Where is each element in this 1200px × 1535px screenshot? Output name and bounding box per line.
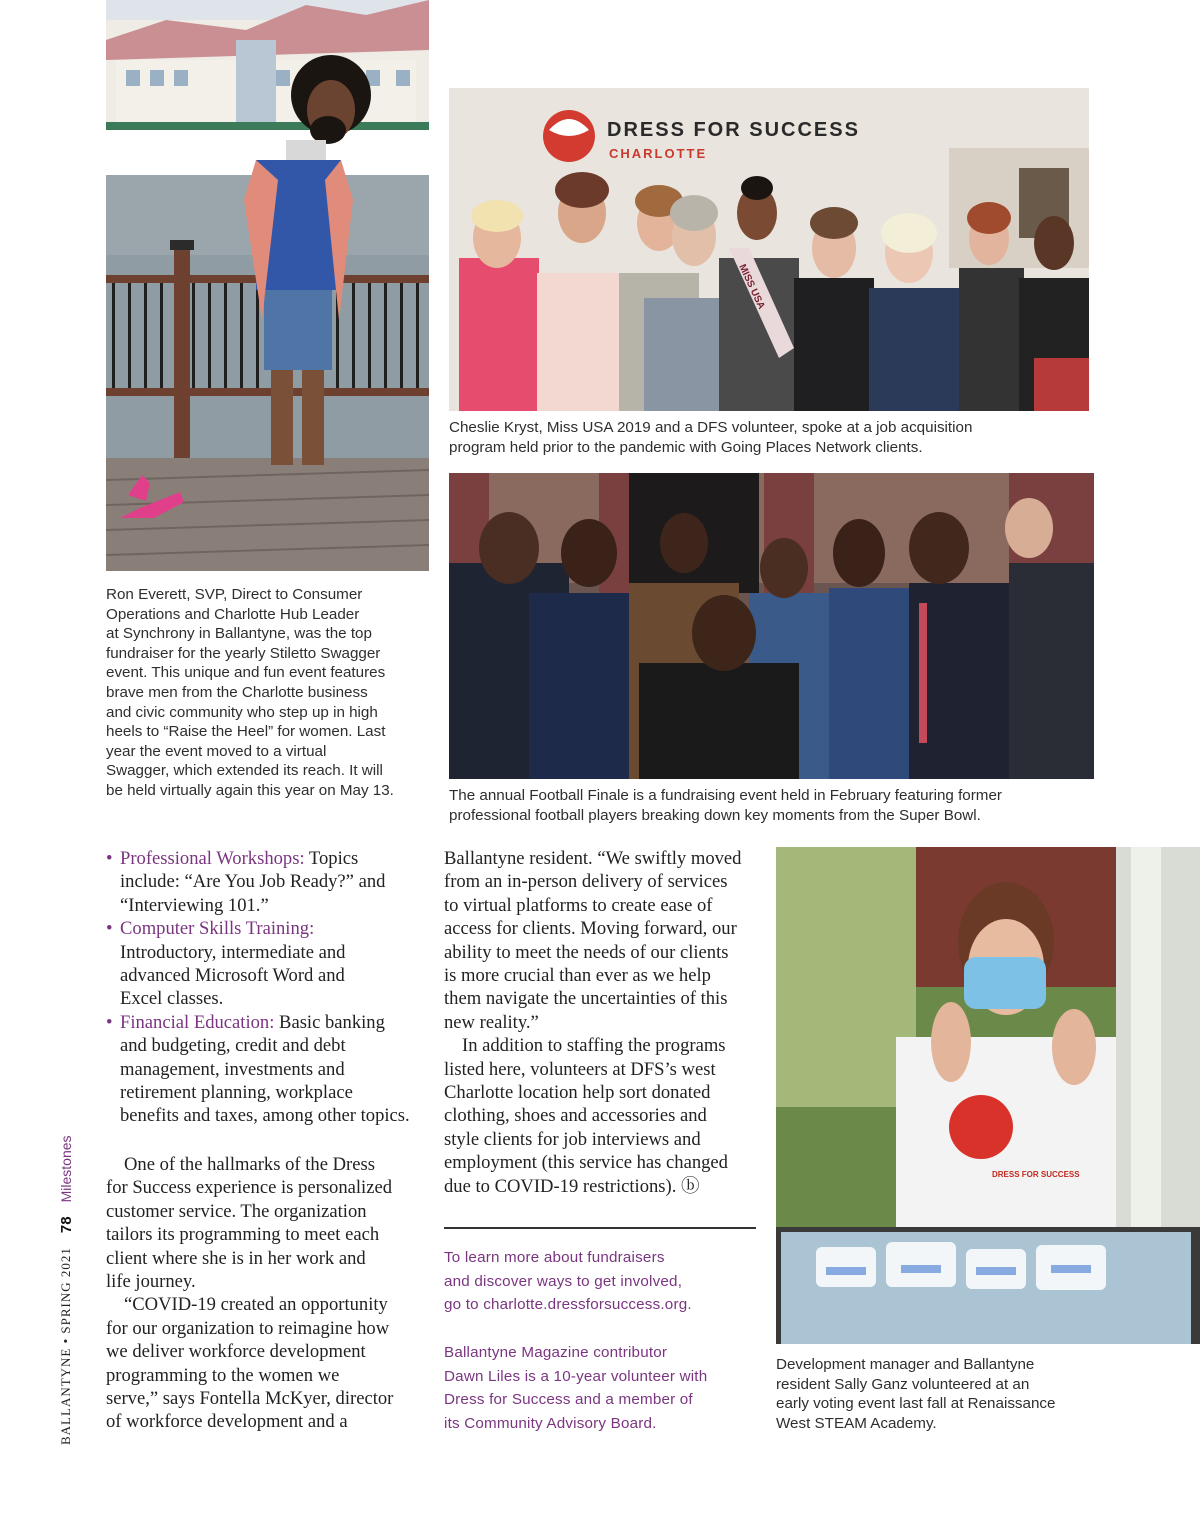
contributor-note xyxy=(444,1341,744,1435)
body-line: programming to the women we xyxy=(106,1364,340,1386)
body-line: serve,” says Fontella McKyer, director xyxy=(106,1388,394,1410)
body-line: customer service. The organization xyxy=(106,1200,367,1222)
caption-football-finale xyxy=(449,786,1099,825)
section-name: Milestones xyxy=(58,1135,74,1203)
body-line: employment (this service has changed xyxy=(444,1152,728,1174)
body-line: life journey. xyxy=(106,1271,196,1293)
caption-line: at Synchrony in Ballantyne, was the top xyxy=(106,625,372,643)
list-item-text: and budgeting, credit and debt xyxy=(120,1035,346,1057)
body-line: for our organization to reimagine how xyxy=(106,1317,390,1339)
photo-dfs-group xyxy=(449,88,1089,411)
list-item-text: management, investments and xyxy=(120,1058,345,1080)
list-item-text: include: “Are You Job Ready?” and xyxy=(120,871,386,893)
body-line: Ballantyne resident. “We swiftly moved xyxy=(444,848,742,869)
caption-line: early voting event last fall at Renaissance xyxy=(776,1395,1056,1413)
bullet-icon: • xyxy=(106,848,113,869)
body-line: new reality.” xyxy=(444,1011,539,1033)
caption-line: West STEAM Academy. xyxy=(776,1414,937,1432)
body-line: Charlotte location help sort donated xyxy=(444,1082,711,1104)
body-line: clothing, shoes and accessories and xyxy=(444,1105,707,1127)
promo-line: its Community Advisory Board. xyxy=(444,1414,657,1432)
list-item-text: Topics xyxy=(304,848,359,869)
caption-line: event. This unique and fun event features xyxy=(106,664,386,682)
page-folio xyxy=(54,1125,78,1445)
body-line: them navigate the uncertainties of this xyxy=(444,988,728,1010)
list-item-label: Professional Workshops: xyxy=(120,848,305,869)
body-line: In addition to staffing the programs xyxy=(462,1035,726,1057)
promo-line: Dawn Liles is a 10-year volunteer with xyxy=(444,1367,708,1385)
bullet-icon: • xyxy=(106,1011,113,1033)
miss-usa-sash: MISS USA xyxy=(736,262,767,312)
divider-rule xyxy=(444,1227,756,1229)
caption-line: Cheslie Kryst, Miss USA 2019 and a DFS volunteer, spoke at a job acquisition xyxy=(449,419,973,436)
caption-line: Swagger, which extended its reach. It will xyxy=(106,762,383,780)
bullet-icon: • xyxy=(106,918,113,940)
promo-line: Ballantyne Magazine contributor xyxy=(444,1344,668,1361)
program-list xyxy=(106,847,424,1128)
body-line: for Success experience is personalized xyxy=(106,1177,393,1199)
body-line: One of the hallmarks of the Dress xyxy=(124,1154,375,1175)
magazine-issue: BALLANTYNE • SPRING 2021 xyxy=(58,1247,73,1445)
caption-line: brave men from the Charlotte business xyxy=(106,683,368,701)
body-line: due to COVID-19 restrictions). ⓑ xyxy=(444,1175,700,1197)
caption-line: program held prior to the pandemic with Going Places Network clients. xyxy=(449,438,923,456)
caption-line: year the event moved to a virtual xyxy=(106,742,327,760)
body-line: ability to meet the needs of our clients xyxy=(444,941,729,963)
photo-ron-everett xyxy=(106,0,429,571)
list-item-text: advanced Microsoft Word and xyxy=(120,965,345,987)
list-item-label: Computer Skills Training: xyxy=(120,918,315,940)
body-line: listed here, volunteers at DFS’s west xyxy=(444,1058,716,1080)
caption-line: heels to “Raise the Heel” for women. Last xyxy=(106,723,386,741)
list-item xyxy=(106,1011,424,1128)
list-item-text: retirement planning, workplace xyxy=(120,1082,353,1104)
body-line: is more crucial than ever as we help xyxy=(444,965,711,987)
promo-link-line[interactable]: go to charlotte.dressforsuccess.org. xyxy=(444,1296,692,1314)
caption-line: Ron Everett, SVP, Direct to Consumer xyxy=(106,586,363,603)
shirt-logo-text: DRESS FOR SUCCESS xyxy=(992,1170,1080,1179)
list-item-label: Financial Education: xyxy=(120,1011,275,1033)
body-line: we deliver workforce development xyxy=(106,1341,366,1363)
body-line: client where she is in her work and xyxy=(106,1247,366,1269)
body-line: “COVID-19 created an opportunity xyxy=(124,1294,388,1316)
caption-line: and civic community who step up in high xyxy=(106,703,378,721)
list-item-text: “Interviewing 101.” xyxy=(120,894,269,916)
promo-line: and discover ways to get involved, xyxy=(444,1272,683,1290)
list-item-text: Basic banking xyxy=(274,1011,385,1033)
body-line: of workforce development and a xyxy=(106,1411,348,1433)
caption-ron-everett xyxy=(106,585,436,801)
list-item-text: benefits and taxes, among other topics. xyxy=(120,1105,410,1127)
caption-dfs-group xyxy=(449,418,1089,457)
body-line: from an in-person delivery of services xyxy=(444,871,728,893)
list-item xyxy=(106,847,424,917)
caption-line: Operations and Charlotte Hub Leader xyxy=(106,605,360,623)
body-line: access for clients. Moving forward, our xyxy=(444,918,737,940)
caption-line: Development manager and Ballantyne xyxy=(776,1356,1035,1373)
caption-line: be held virtually again this year on May 13. xyxy=(106,781,394,799)
promo-line: To learn more about fundraisers xyxy=(444,1249,665,1266)
body-line: style clients for job interviews and xyxy=(444,1128,701,1150)
caption-line: resident Sally Ganz volunteered at an xyxy=(776,1375,1030,1393)
list-item-text: Excel classes. xyxy=(120,988,224,1010)
caption-sally-ganz xyxy=(776,1355,1196,1433)
caption-line: professional football players breaking down key moments from the Super Bowl. xyxy=(449,806,981,824)
body-line: tailors its programming to meet each xyxy=(106,1224,380,1246)
caption-line: fundraiser for the yearly Stiletto Swagger xyxy=(106,644,381,662)
body-line: to virtual platforms to create ease of xyxy=(444,894,713,916)
learn-more-note xyxy=(444,1246,744,1317)
dfs-sign-city: CHARLOTTE xyxy=(609,146,708,161)
caption-line: The annual Football Finale is a fundraising event held in February featuring former xyxy=(449,787,1002,804)
dfs-sign-brand: DRESS FOR SUCCESS xyxy=(607,119,860,141)
photo-football-finale xyxy=(449,473,1094,779)
photo-sally-ganz xyxy=(776,847,1200,1344)
body-column-2 xyxy=(444,847,756,1198)
list-item-text: Introductory, intermediate and xyxy=(120,941,346,963)
page-number: 78 xyxy=(57,1216,75,1234)
promo-line: Dress for Success and a member of xyxy=(444,1391,693,1409)
list-item xyxy=(106,917,424,1011)
body-column-1 xyxy=(106,1153,424,1434)
